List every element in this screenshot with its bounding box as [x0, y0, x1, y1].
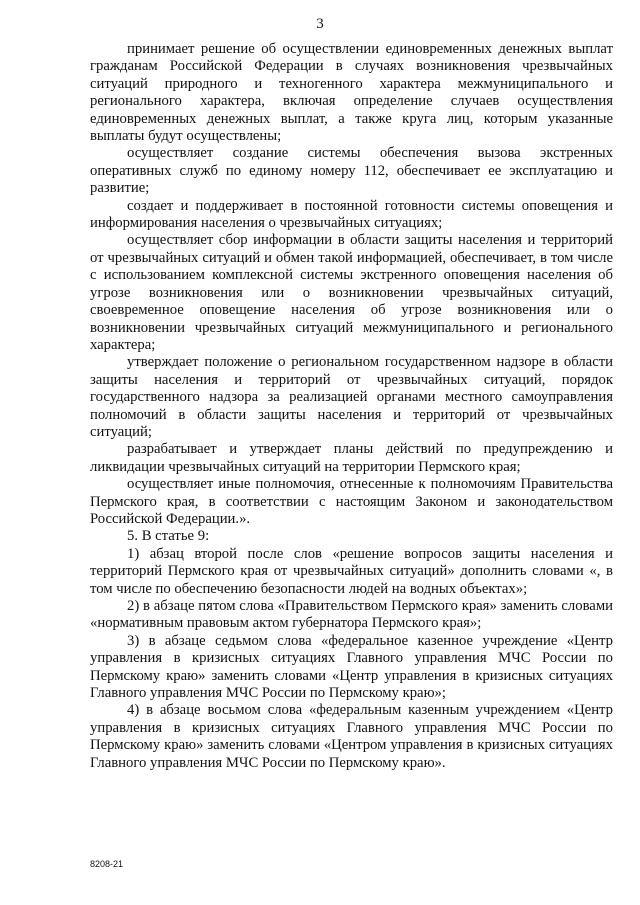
page-number: 3: [316, 16, 324, 32]
paragraph: осуществляет создание системы обеспечения вызова экстренных оперативных служб по единому номеру 112, обеспечивает ее эксплуатацию и развитие;: [90, 145, 613, 197]
paragraph: осуществляет сбор информации в области защиты населения и территорий от чрезвычайных ситуаций и обмен такой информацией, обеспечивает, в том числе с использованием комплексной системы экстренного оповещения населения об угрозе возникновения или о возникновении чрезвычайных ситуаций, своевременное оповещение населения об угрозе возникновения или о возникновении чрезвычайных ситуаций межмуниципального и регионального характера;: [90, 232, 613, 353]
paragraph: утверждает положение о региональном государственном надзоре в области защиты населения и территорий от чрезвычайных ситуаций, порядок государственного надзора за реализацией органами местного самоуправления полномочий в области защиты населения и территорий от чрезвычайных ситуаций;: [90, 354, 613, 440]
paragraph: создает и поддерживает в постоянной готовности системы оповещения и информирования населения о чрезвычайных ситуациях;: [90, 197, 613, 232]
paragraph: принимает решение об осуществлении единовременных денежных выплат гражданам Российской Федерации в случаях возникновения чрезвычайных ситуаций природного и техногенного характера межмуниципального и регионального характера, включая определение случаев осуществления единовременных денежных выплат, а также круга лиц, которым указанные выплаты будут осуществлены;: [90, 41, 613, 145]
amendment-item: 2) в абзаце пятом слова «Правительством Пермского края» заменить словами «нормативным правовым актом губернатора Пермского края»;: [90, 598, 613, 632]
section-heading: 5. В статье 9:: [127, 528, 210, 545]
amendment-item: 3) в абзаце седьмом слова «федеральное казенное учреждение «Центр управления в кризисных ситуациях Главного управления МЧС России по Пермскому краю» заменить словами «Центр управления в кризисных ситуациях Главного управления МЧС России по Пермскому краю»;: [90, 632, 613, 702]
paragraph: разрабатывает и утверждает планы действий по предупреждению и ликвидации чрезвычайных ситуаций на территории Пермского края;: [90, 441, 613, 475]
amendment-item: 4) в абзаце восьмом слова «федеральным казенным учреждением «Центр управления в кризисных ситуациях Главного управления МЧС России по Пермскому краю» заменить словами «Центром управления в кризисных ситуациях Главного управления МЧС России по Пермскому краю».: [90, 702, 613, 771]
paragraph: осуществляет иные полномочия, отнесенные к полномочиям Правительства Пермского края, в соответствии с настоящим Законом и законодательством Российской Федерации.».: [90, 476, 613, 527]
document-code: 8208-21: [90, 859, 124, 869]
amendment-item: 1) абзац второй после слов «решение вопросов защиты населения и территорий Пермского края от чрезвычайных ситуаций» дополнить словами «, в том числе по обеспечению безопасности людей на водных объектах»;: [90, 545, 613, 597]
document-body: [90, 41, 613, 772]
